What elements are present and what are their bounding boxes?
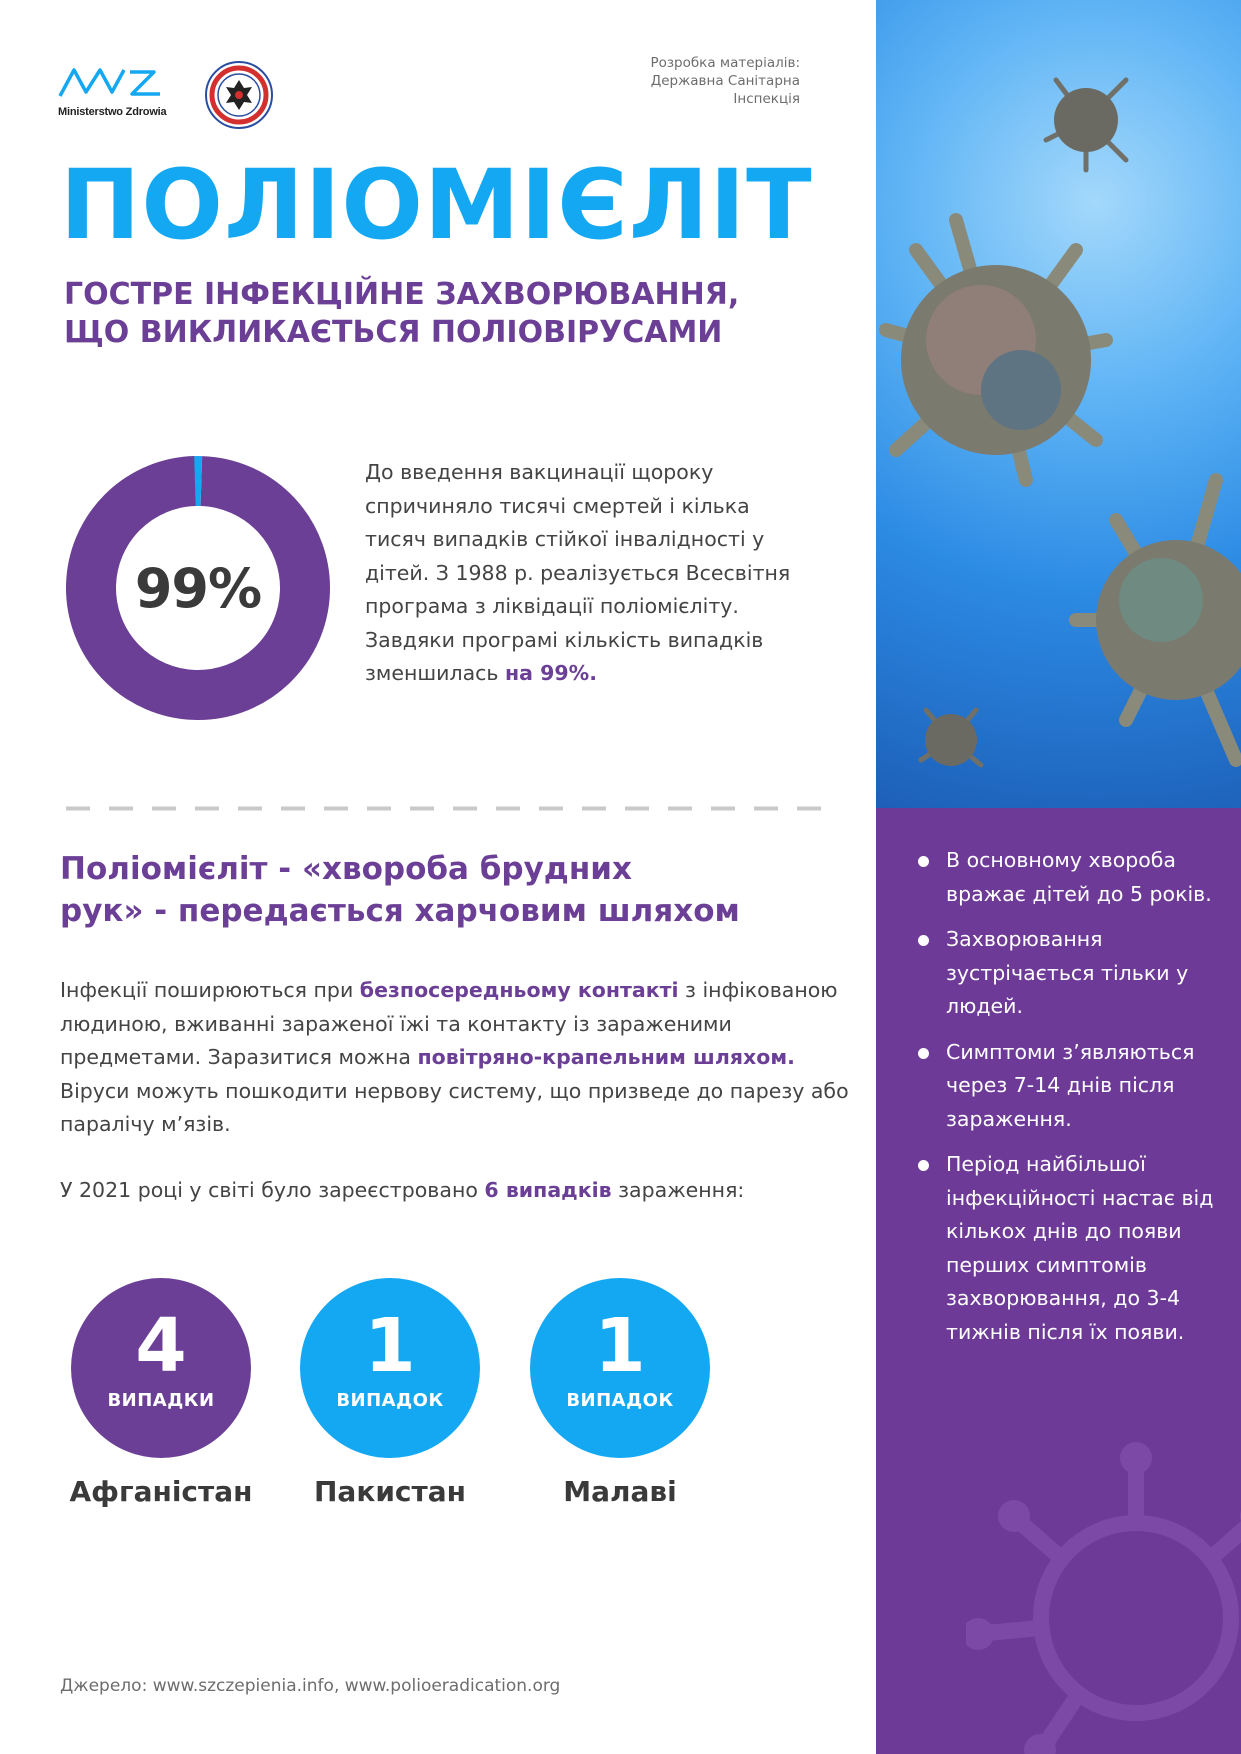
sanitary-inspection-logo (204, 60, 274, 130)
text: Інфекції поширюються при (60, 978, 360, 1002)
fact-item (946, 923, 1216, 1024)
case-circle-malawi (530, 1278, 710, 1458)
page-subtitle (64, 276, 824, 352)
case-unit: ВИПАДОК (566, 1390, 674, 1411)
bullet-icon (918, 1160, 929, 1171)
fact-text: Захворювання зустрічається тільки у людей. (946, 927, 1189, 1018)
credits (560, 54, 800, 108)
section-title-line: рук» - передається харчовим шляхом (60, 893, 740, 929)
country-afghanistan: Афганістан (69, 1475, 253, 1508)
fact-text: Симптоми з’являються через 7-14 днів після зараження. (946, 1039, 1195, 1131)
section-title (60, 848, 820, 932)
case-count: 1 (594, 1303, 646, 1389)
section-title-line: Поліомієліт - «хвороба брудних (60, 851, 632, 887)
credits-line: Інспекція (733, 91, 800, 107)
fact-text: В основному хвороба вражає дітей до 5 років. (946, 848, 1212, 906)
fact-item (946, 1036, 1216, 1137)
fact-item (946, 1148, 1216, 1349)
bullet-icon (918, 935, 929, 946)
donut-percent-label: 99% (134, 556, 262, 620)
case-unit: ВИПАДОК (336, 1390, 444, 1411)
transmission-paragraph (60, 974, 850, 1142)
country-pakistan: Пакистан (313, 1475, 467, 1508)
page-title: ПОЛІОМІЄЛІТ (60, 149, 813, 261)
case-count: 4 (135, 1303, 187, 1389)
fact-item (946, 844, 1216, 911)
credits-line: Державна Санітарна (650, 73, 800, 89)
fact-text: Період найбільшої інфекційності настає від кількох днів до появи перших симптомів захворювання, до 3-4 тижнів після їх появи. (946, 1152, 1214, 1344)
country-malawi: Малаві (563, 1475, 677, 1508)
case-unit: ВИПАДКИ (107, 1390, 215, 1411)
bullet-icon (918, 856, 929, 867)
virus-particles-image (876, 0, 1241, 808)
intro-paragraph (365, 456, 795, 691)
dashed-divider (66, 806, 834, 811)
text: зараження: (611, 1178, 745, 1202)
intro-highlight: на 99%. (505, 661, 597, 685)
intro-text: До введення вакцинації щороку спричиняло тисячі смертей і кілька тисяч випадків стійкої інвалідності у дітей. З 1988 р. реалізується Всесвітня програма з ліквідації поліомієліту. Завдяки програмі кількість випадків зменшилась (365, 460, 791, 685)
bullet-icon (918, 1048, 929, 1059)
source-note: Джерело: www.szczepienia.info, www.polioeradication.org (60, 1676, 561, 1696)
highlight: безпосередньому контакті (359, 978, 679, 1002)
text: з інфікованою людиною, вживанні зараженої їжі та контакту із зараженими предметами. Заразитися можна (60, 978, 838, 1069)
highlight: повітряно-крапельним шляхом. (417, 1045, 795, 1069)
ministry-of-health-logo (58, 62, 174, 122)
case-circle-afghanistan (71, 1278, 251, 1458)
case-circle-pakistan (300, 1278, 480, 1458)
case-count: 1 (364, 1303, 416, 1389)
subtitle-line: ЩО ВИКЛИКАЄТЬСЯ ПОЛІОВІРУСАМИ (64, 315, 723, 350)
cases-summary (60, 1174, 850, 1208)
text: Віруси можуть пошкодити нервову систему, що призведе до парезу або паралічу м’язів. (60, 1078, 849, 1136)
subtitle-line: ГОСТРЕ ІНФЕКЦІЙНЕ ЗАХВОРЮВАННЯ, (64, 277, 740, 312)
facts-list (946, 844, 1216, 1361)
highlight: 6 випадків (484, 1178, 612, 1202)
logo-text: Ministerstwo Zdrowia (58, 106, 167, 118)
text: У 2021 році у світі було зареєстровано (60, 1178, 485, 1202)
credits-line: Розробка матеріалів: (650, 55, 800, 71)
virus-illustration (876, 0, 1241, 808)
virus-outline-icon (966, 1428, 1241, 1754)
facts-panel (876, 808, 1241, 1754)
